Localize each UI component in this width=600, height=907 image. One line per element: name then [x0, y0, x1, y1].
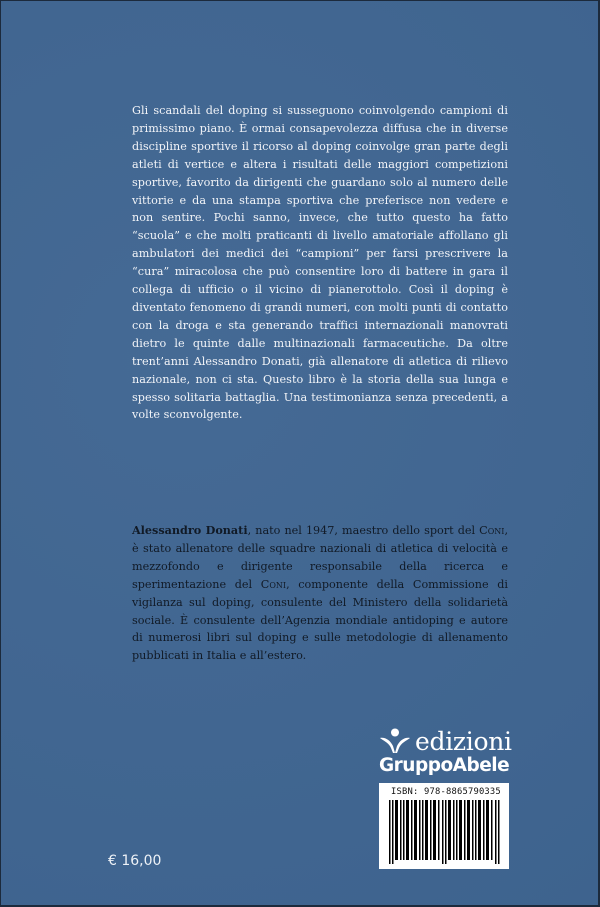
coni-smallcaps: Coni — [260, 577, 287, 591]
publisher-logo — [379, 726, 519, 776]
bio-text: , nato nel 1947, maestro dello sport del — [247, 524, 480, 537]
barcode-bars — [389, 800, 501, 864]
blurb-paragraph: Gli scandali del doping si susseguono coinvolgendo campioni di primissimo piano. È ormai consapevolezza diffusa che in diverse discipline sportive il ricorso al doping coinvolge gran parte degli atleti di vertice e altera i risultati delle maggiori competizioni sportive, favorito da dirigenti che guardano solo al numero delle vittorie e da una stampa sportiva che preferisce non vedere e non sentire. Pochi sanno, invece, che tutto questo ha fatto “scuola” e che molti praticanti di livello amatoriale affollano gli ambulatori dei medici dei “campioni” per farsi prescrivere la “cura” miracolosa che può consentire loro di battere in gara il collega di ufficio o il vicino di pianerottolo. Così il doping è diventato fenomeno di grandi numeri, con molti punti di contatto con la droga e sta generando traffici internazionali manovrati dietro le quinte dalle multinazionali farmaceutiche. Da oltre trent’anni Alessandro Donati, già allenatore di atletica di rilievo nazionale, non ci sta. Questo libro è la storia della sua lunga e spesso solitaria battaglia. Una testimonianza senza precedenti, a volte sconvolgente. — [132, 104, 508, 422]
author-bio — [132, 522, 508, 665]
publisher-line1: edizioni — [415, 727, 512, 756]
person-open-arms-icon — [379, 728, 411, 754]
bio-text: , componente della Commissione di vigilanza sul doping, consulente del Ministero della solidarietà sociale. È consulente dell’Agenzia mondiale antidoping e autore di numerosi libri sul doping e sulle metodologie di allenamento pubblicati in Italia e all’estero. — [132, 577, 508, 663]
publisher-line2: GruppoAbele — [379, 755, 510, 776]
book-back-cover — [1, 1, 598, 905]
author-bio-paragraph — [132, 522, 508, 665]
bio-text: , è stato allenatore delle squadre nazionali di atletica di velocità e mezzofondo e dirigente responsabile della ricerca e sperimentazione del — [132, 524, 508, 591]
isbn-barcode — [379, 783, 509, 869]
book-blurb — [132, 102, 508, 424]
author-name: Alessandro Donati — [132, 523, 248, 537]
coni-smallcaps: Coni — [479, 524, 505, 537]
price-label: € 16,00 — [108, 853, 162, 869]
isbn-label: ISBN: 978-8865790335 — [391, 787, 501, 797]
